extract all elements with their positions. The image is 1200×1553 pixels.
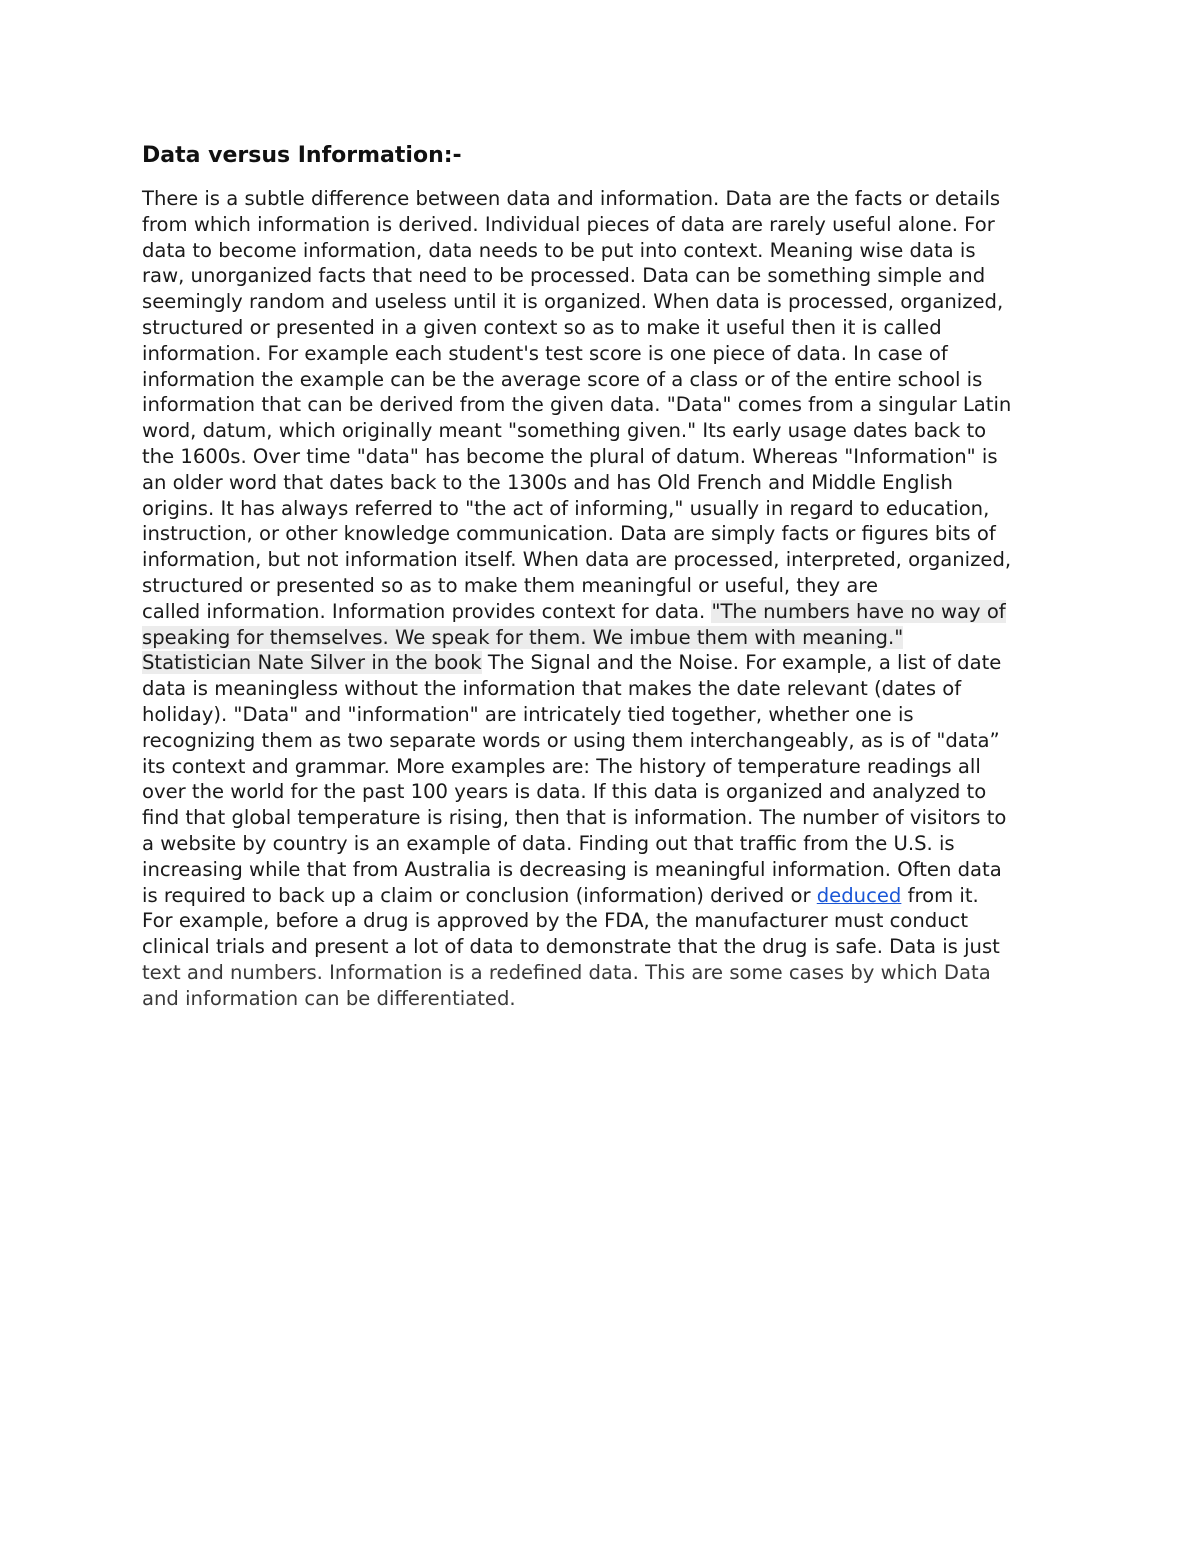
body-line: instruction, or other knowledge communication. Data are simply facts or figures bits of bbox=[142, 522, 996, 546]
body-line: from which information is derived. Individual pieces of data are rarely useful alone. For bbox=[142, 212, 995, 236]
highlighted-quote: Statistician Nate Silver in the book bbox=[142, 651, 482, 675]
body-text-segment: is required to back up a claim or conclusion (information) derived or bbox=[142, 883, 817, 907]
body-text-segment: called information. Information provides context for data. bbox=[142, 599, 712, 623]
body-line: over the world for the past 100 years is data. If this data is organized and analyzed to bbox=[142, 780, 987, 804]
body-line: an older word that dates back to the 1300s and has Old French and Middle English bbox=[142, 470, 953, 494]
body-line: its context and grammar. More examples are: The history of temperature readings all bbox=[142, 754, 981, 778]
body-line: the 1600s. Over time "data" has become the plural of datum. Whereas "Information" is bbox=[142, 444, 998, 468]
document-title: Data versus Information:- bbox=[142, 143, 462, 168]
body-line: seemingly random and useless until it is organized. When data is processed, organized, bbox=[142, 290, 1004, 314]
body-line: text and numbers. Information is a redefined data. This are some cases by which Data bbox=[142, 960, 991, 984]
body-line: and information can be differentiated. bbox=[142, 986, 516, 1010]
body-line: recognizing them as two separate words or using them interchangeably, as is of "data” bbox=[142, 728, 1000, 752]
document-page bbox=[142, 140, 1060, 1012]
body-line: data to become information, data needs to be put into context. Meaning wise data is bbox=[142, 238, 976, 262]
body-line: increasing while that from Australia is decreasing is meaningful information. Often data bbox=[142, 857, 1002, 881]
highlighted-quote: "The numbers have no way of bbox=[711, 599, 1006, 623]
body-line: data is meaningless without the information that makes the date relevant (dates of bbox=[142, 677, 962, 701]
body-text-segment: The Signal and the Noise. For example, a list of date bbox=[481, 651, 1002, 675]
body-line: find that global temperature is rising, then that is information. The number of visitors to bbox=[142, 806, 1007, 830]
body-line bbox=[142, 599, 1060, 625]
highlighted-quote: speaking for themselves. We speak for them. We imbue them with meaning." bbox=[142, 625, 904, 649]
body-line: holiday). "Data" and "information" are intricately tied together, whether one is bbox=[142, 702, 914, 726]
body-line: information the example can be the average score of a class or of the entire school is bbox=[142, 367, 983, 391]
body-line: information that can be derived from the given data. "Data" comes from a singular Latin bbox=[142, 393, 1012, 417]
body-line: clinical trials and present a lot of data to demonstrate that the drug is safe. Data is just bbox=[142, 935, 1000, 959]
document-body bbox=[142, 186, 1060, 1012]
body-line bbox=[142, 650, 1060, 676]
body-line: For example, before a drug is approved by the FDA, the manufacturer must conduct bbox=[142, 909, 969, 933]
deduced-link[interactable]: deduced bbox=[816, 883, 902, 907]
body-line: a website by country is an example of data. Finding out that traffic from the U.S. is bbox=[142, 831, 955, 855]
body-line: information. For example each student's test score is one piece of data. In case of bbox=[142, 341, 948, 365]
body-line bbox=[142, 883, 1060, 909]
body-line: raw, unorganized facts that need to be processed. Data can be something simple and bbox=[142, 264, 986, 288]
body-line: word, datum, which originally meant "something given." Its early usage dates back to bbox=[142, 419, 987, 443]
body-line: structured or presented in a given context so as to make it useful then it is called bbox=[142, 315, 942, 339]
body-text-segment: from it. bbox=[901, 883, 979, 907]
body-line: origins. It has always referred to "the act of informing," usually in regard to education, bbox=[142, 496, 990, 520]
body-line: There is a subtle difference between data and information. Data are the facts or details bbox=[142, 187, 1001, 210]
body-line bbox=[142, 625, 1060, 651]
body-line: information, but not information itself. When data are processed, interpreted, organized, bbox=[142, 548, 1012, 572]
body-line: structured or presented so as to make them meaningful or useful, they are bbox=[142, 573, 879, 597]
